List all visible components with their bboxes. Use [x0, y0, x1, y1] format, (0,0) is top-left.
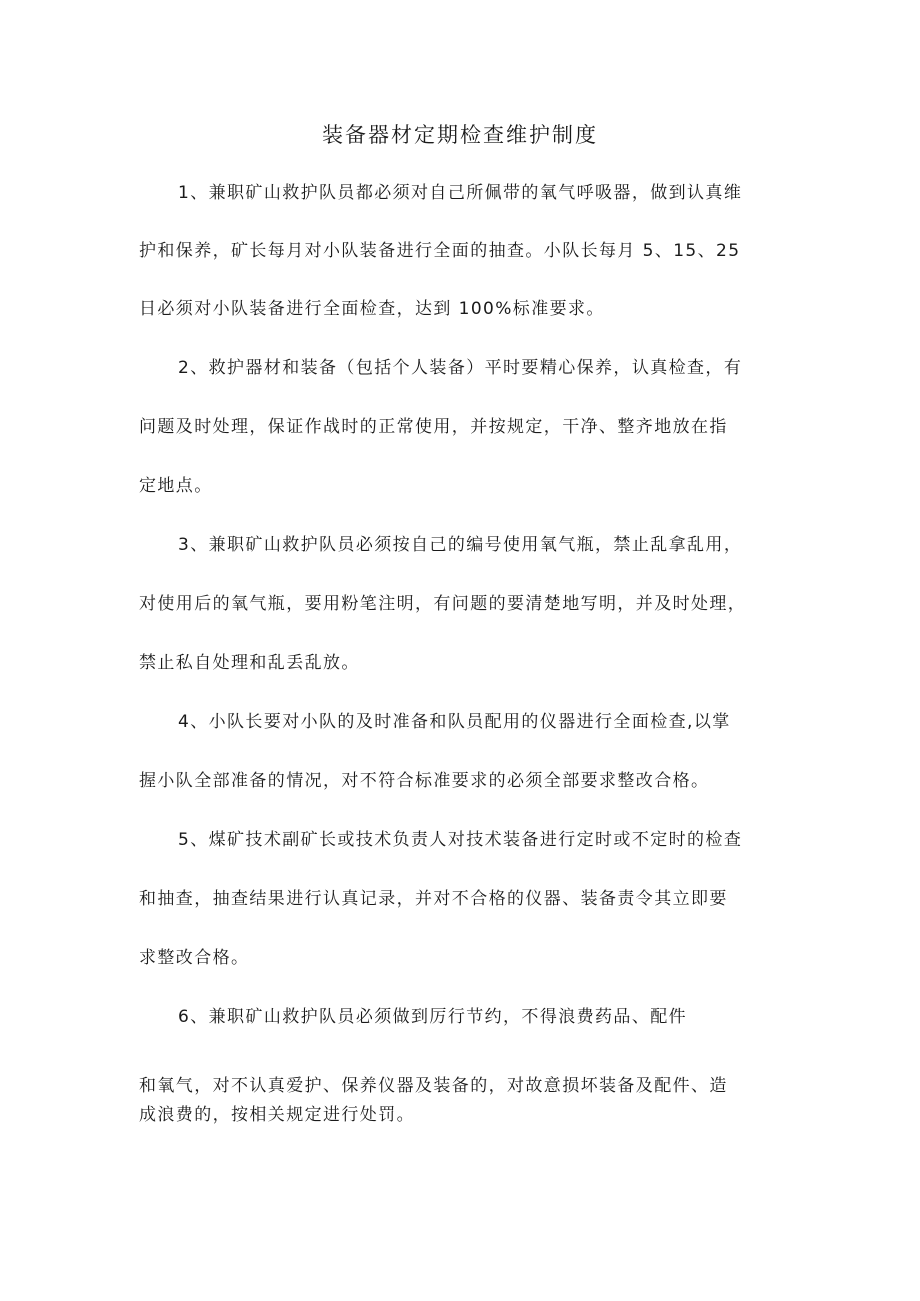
paragraph-2-line-3: 定地点。 — [139, 476, 213, 496]
paragraph-3-line-2: 对使用后的氧气瓶，要用粉笔注明，有问题的要清楚地写明，并及时处理， — [139, 594, 747, 614]
paragraph-4-line-1: 4、小队长要对小队的及时准备和队员配用的仪器进行全面检查,以掌 — [178, 712, 731, 732]
paragraph-5-line-2: 和抽查，抽查结果进行认真记录，并对不合格的仪器、装备责令其立即要 — [139, 889, 728, 909]
paragraph-4-line-2: 握小队全部准备的情况，对不符合标准要求的必须全部要求整改合格。 — [139, 771, 710, 791]
paragraph-2-line-2: 问题及时处理，保证作战时的正常使用，并按规定，干净、整齐地放在指 — [139, 417, 728, 437]
paragraph-3-line-3: 禁止私自处理和乱丢乱放。 — [139, 653, 360, 673]
paragraph-3-line-1: 3、兼职矿山救护队员必须按自己的编号使用氧气瓶，禁止乱拿乱用， — [178, 535, 743, 555]
paragraph-1-line-2: 护和保养，矿长每月对小队装备进行全面的抽查。小队长每月 5、15、25 — [139, 241, 741, 261]
paragraph-2-line-1: 2、救护器材和装备（包括个人装备）平时要精心保养，认真检查，有 — [178, 358, 743, 378]
paragraph-6-line-2: 和氧气，对不认真爱护、保养仪器及装备的，对故意损坏装备及配件、造 — [139, 1076, 728, 1096]
paragraph-1-line-1: 1、兼职矿山救护队员都必须对自己所佩带的氧气呼吸器，做到认真维 — [178, 183, 743, 203]
paragraph-5-line-1: 5、煤矿技术副矿长或技术负责人对技术装备进行定时或不定时的检查 — [178, 830, 743, 850]
paragraph-6-line-3: 成浪费的，按相关规定进行处罚。 — [139, 1105, 415, 1125]
paragraph-6-line-1: 6、兼职矿山救护队员必须做到厉行节约，不得浪费药品、配件 — [178, 1007, 688, 1027]
paragraph-5-line-3: 求整改合格。 — [139, 948, 250, 968]
paragraph-1-line-3: 日必须对小队装备进行全面检查，达到 100%标准要求。 — [139, 299, 605, 319]
document-title: 装备器材定期检查维护制度 — [322, 123, 598, 147]
